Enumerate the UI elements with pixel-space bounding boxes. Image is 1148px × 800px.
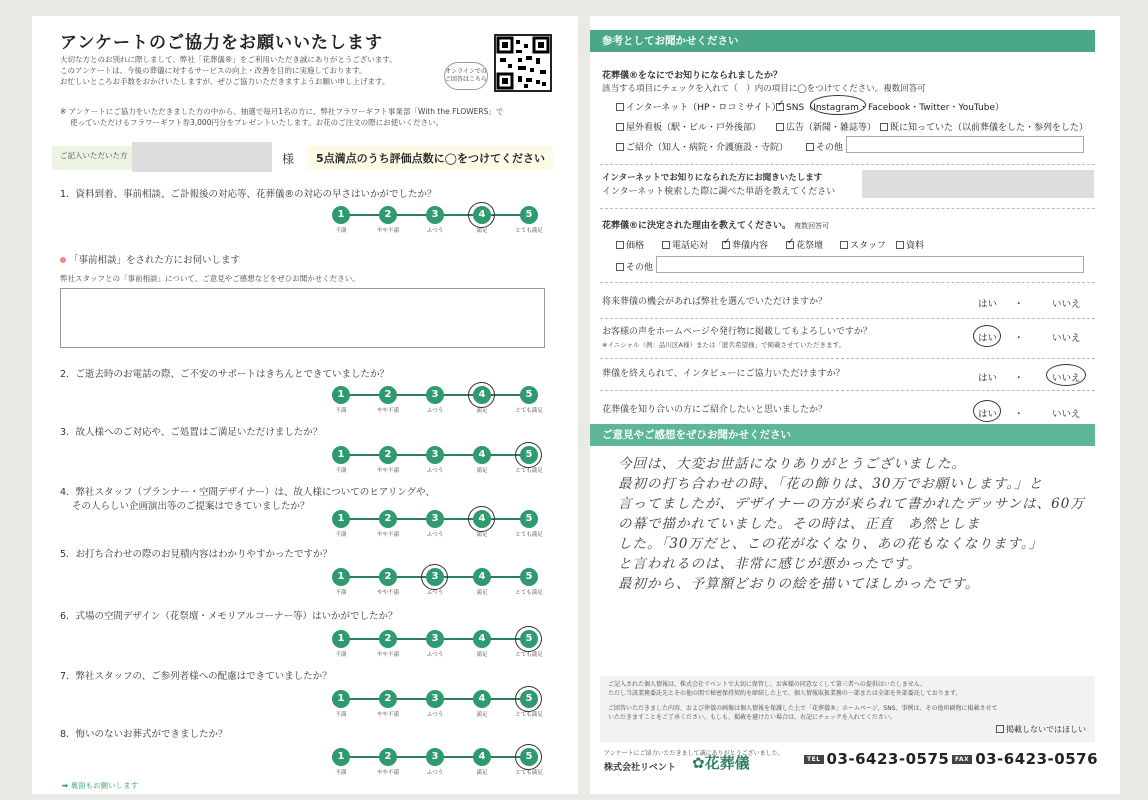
- scale-label: ふつう: [426, 408, 444, 414]
- hand-circle-instagram: [810, 95, 866, 115]
- how-option-other[interactable]: [806, 140, 843, 153]
- scale-dot-2[interactable]: 2: [379, 206, 397, 224]
- thanks-note: アンケートにご協力いただきまして誠にありがとうございました。: [604, 750, 784, 757]
- yes-option[interactable]: はい: [978, 373, 998, 384]
- scale-dot-4[interactable]: 4: [473, 630, 491, 648]
- scale-label: 満足: [476, 468, 488, 474]
- scale-dot-4[interactable]: 4: [473, 748, 491, 766]
- scale-label: 不満: [335, 712, 347, 718]
- score-instruction: 5点満点のうち評価点数に◯をつけてください: [308, 146, 553, 170]
- scale-dot-5[interactable]: 5: [520, 748, 538, 766]
- privacy-notice: [600, 676, 1095, 742]
- prior-consult-title: 「事前相談」をされた方にお伺いします: [69, 255, 241, 266]
- scale-dot-4[interactable]: 4: [473, 510, 491, 528]
- intro-line: お忙しいところお手数をおかけいたしますが、ぜひご協力いただきますようお願い申し上げます。: [60, 77, 390, 86]
- scale-dot-3[interactable]: 3: [426, 446, 444, 464]
- scale-label: 満足: [476, 532, 488, 538]
- option-label: 価格: [626, 241, 645, 251]
- how-option-known[interactable]: [880, 120, 1088, 133]
- rating-scale-q2: [330, 386, 543, 418]
- divider: [600, 318, 1095, 319]
- yn-question: 花葬儀を知り合いの方にご紹介したいと思いましたか？: [602, 405, 828, 415]
- name-label: ご記入いただいた方: [60, 151, 128, 160]
- reason-question-text: 花葬儀®に決定された理由を教えてください。: [602, 221, 792, 231]
- scale-dot-2[interactable]: 2: [379, 446, 397, 464]
- scale-dot-1[interactable]: 1: [332, 630, 350, 648]
- scale-label: とても満足: [515, 468, 543, 474]
- scale-dot-5[interactable]: 5: [520, 386, 538, 404]
- reason-option-phone[interactable]: [662, 238, 708, 251]
- scale-label: 不満: [335, 770, 347, 776]
- brand-logo: [692, 752, 750, 773]
- reason-multi-note: 複数回答可: [794, 222, 830, 230]
- question-6: 6．式場の空間デザイン（花祭壇・メモリアルコーナー等）はいかがでしたか？: [60, 611, 398, 622]
- tel-value: 03-6423-0575: [826, 750, 950, 768]
- handwritten-comment: [618, 454, 1118, 594]
- rating-scale-q8: [330, 748, 543, 780]
- scale-dot-3[interactable]: 3: [426, 568, 444, 586]
- rating-scale-q4: [330, 510, 543, 542]
- option-label: SNS（Instagram・Facebook・Twitter・YouTube）: [786, 103, 1004, 113]
- survey-title: アンケートのご協力をお願いいたします: [60, 33, 383, 53]
- campaign-line: 使っていただけるフラワーギフト券3,000円分をプレゼントいたします。お花のご注文の際にお使いください。: [70, 118, 444, 127]
- no-option[interactable]: いいえ: [1052, 333, 1081, 344]
- campaign-text: [60, 106, 570, 128]
- handwritten-line: 最初から、予算額どおりの絵を描いてほしかったです。: [618, 576, 980, 592]
- reason-option-staff[interactable]: [840, 238, 886, 251]
- option-label: 資料: [906, 241, 925, 251]
- privacy-line: ご記入された個人情報は、株式会社リベントで大切に保管し、お客様の同意なくして第三者への提供はいたしません。: [608, 681, 927, 688]
- scale-label: 不満: [335, 408, 347, 414]
- handwritten-line: と言われるのは、非常に感じが悪かったです。: [618, 556, 922, 572]
- question-3: 3．故人様へのご対応や、ご処置はご満足いただけましたか？: [60, 427, 323, 438]
- privacy-text-2: [608, 704, 998, 722]
- checkbox-icon[interactable]: [996, 725, 1004, 733]
- privacy-line: ご回答いただきました内容、および葬儀の画像は個人情報を保護した上で「花葬儀®」ホームページ、SNS、事例は、その他印刷物に掲載させて: [608, 705, 998, 712]
- scale-dot-2[interactable]: 2: [379, 630, 397, 648]
- qr-code-icon[interactable]: [494, 34, 552, 92]
- web-search-field-redacted: [862, 170, 1094, 198]
- scale-dot-5[interactable]: 5: [520, 690, 538, 708]
- name-suffix: 様: [282, 152, 295, 166]
- scale-label: 満足: [476, 590, 488, 596]
- question-5: 5．お打ち合わせの際のお見積内容はわかりやすかったですか？: [60, 549, 333, 560]
- scale-dot-2[interactable]: 2: [379, 690, 397, 708]
- scale-label: とても満足: [515, 652, 543, 658]
- intro-line: 大切な方とのお別れに際しまして、弊社「花葬儀®」をご利用いただき誠にありがとうございます。: [60, 55, 397, 64]
- yn-question: 葬儀を終えられて、インタビューにご協力いただけますか？: [602, 369, 845, 379]
- question-4: 4．弊社スタッフ（プランナー・空間デザイナー）は、故人様についてのヒアリングや、: [60, 487, 435, 498]
- yn-separator: ・: [1014, 373, 1024, 384]
- scale-label: とても満足: [515, 408, 543, 414]
- hand-circle-no: [1046, 364, 1086, 386]
- scale-label: ふつう: [426, 652, 444, 658]
- scale-dot-3[interactable]: 3: [426, 386, 444, 404]
- reason-option-altar[interactable]: [786, 238, 823, 251]
- question-4-cont: その人らしい企画演出等のご提案はできていましたか？: [72, 501, 310, 512]
- reason-option-materials[interactable]: [896, 238, 924, 251]
- scale-label: 満足: [476, 770, 488, 776]
- yes-option[interactable]: はい: [978, 409, 998, 420]
- option-label: 葬儀内容: [732, 241, 769, 251]
- company-name: 株式会社リベント: [604, 763, 676, 773]
- scale-label: やや不満: [376, 712, 399, 718]
- scale-label: 不満: [335, 468, 347, 474]
- rating-scale-q1: [330, 206, 543, 238]
- rating-scale-q7: [330, 690, 543, 722]
- scale-label: ふつう: [426, 532, 444, 538]
- option-label: 既に知っていた（以前葬儀をした・参列をした）: [890, 123, 1089, 133]
- reason-other-field[interactable]: [656, 256, 1084, 273]
- yn-separator: ・: [1014, 409, 1024, 420]
- no-option[interactable]: いいえ: [1052, 373, 1081, 384]
- rating-scale-q3: [330, 446, 543, 478]
- scale-dot-2[interactable]: 2: [379, 568, 397, 586]
- privacy-line: いただきますことをご了承ください。もしも、掲載を避けたい場合は、右記にチェックを入れてください。: [608, 714, 896, 721]
- yes-option[interactable]: はい: [978, 299, 998, 310]
- scale-dot-5[interactable]: 5: [520, 206, 538, 224]
- checkbox-checked-icon[interactable]: [722, 241, 730, 249]
- reason-option-price[interactable]: [616, 238, 644, 251]
- scale-dot-2[interactable]: 2: [379, 386, 397, 404]
- option-label: 屋外看板（駅・ビル・戸外後部）: [626, 123, 762, 133]
- bullet-icon: [60, 257, 66, 263]
- scale-label: 満足: [476, 712, 488, 718]
- name-field-redacted: [132, 142, 272, 172]
- prior-consult-prompt: 弊社スタッフとの「事前相談」について、ご意見やご感想などをぜひお聞かせください。: [60, 274, 360, 283]
- scale-label: ふつう: [426, 228, 444, 234]
- checkbox-icon[interactable]: [616, 123, 624, 131]
- option-label: 電話応対: [672, 241, 709, 251]
- no-publish-option[interactable]: [996, 724, 1086, 735]
- scale-label: とても満足: [515, 770, 543, 776]
- scale-dot-1[interactable]: 1: [332, 748, 350, 766]
- scale-dot-1[interactable]: 1: [332, 446, 350, 464]
- question-8: 8．悔いのないお葬式ができましたか？: [60, 729, 228, 740]
- handwritten-line: 言ってましたが、デザイナーの方が来られて書かれたデッサンは、60万: [618, 496, 1085, 512]
- name-label-band: [52, 146, 132, 170]
- how-option-internet[interactable]: [616, 100, 781, 113]
- scale-dot-2[interactable]: 2: [379, 510, 397, 528]
- yes-no-list: [590, 282, 1120, 430]
- checkbox-checked-icon[interactable]: [776, 103, 784, 111]
- scale-dot-4[interactable]: 4: [473, 386, 491, 404]
- scale-label: 不満: [335, 532, 347, 538]
- brand-name: 花葬儀: [704, 754, 750, 772]
- scale-label: ふつう: [426, 712, 444, 718]
- divider: [600, 164, 1095, 165]
- rating-scale-q5: [330, 568, 543, 600]
- no-option[interactable]: いいえ: [1052, 409, 1081, 420]
- yn-separator: ・: [1014, 333, 1024, 344]
- scale-label: 満足: [476, 408, 488, 414]
- scale-label: ふつう: [426, 590, 444, 596]
- how-option-ad[interactable]: [776, 120, 876, 133]
- scale-dot-3[interactable]: 3: [426, 748, 444, 766]
- handwritten-line: 最初の打ち合わせの時、「花の飾りは、30万でお願いします。」と: [618, 476, 1044, 492]
- scale-label: やや不満: [376, 228, 399, 234]
- divider: [600, 390, 1095, 391]
- rating-scale-q6: [330, 630, 543, 662]
- how-other-field[interactable]: [846, 136, 1084, 153]
- campaign-line: ※ アンケートにご協力をいただきました方の中から、抽選で毎月1名の方に、弊社フラワーギフト事業部「With the FLOWERS」で: [60, 107, 504, 116]
- checkbox-icon[interactable]: [880, 123, 888, 131]
- prior-consult-heading: [60, 254, 240, 268]
- yes-option[interactable]: はい: [978, 333, 998, 344]
- question-2: 2．ご逝去時のお電話の際、ご不安のサポートはきちんとできていましたか？: [60, 369, 390, 380]
- scale-dot-5[interactable]: 5: [520, 568, 538, 586]
- option-label: その他: [626, 263, 654, 273]
- reference-section-band: 参考としてお聞かせください: [590, 30, 1095, 52]
- handwritten-line: 今回は、大変お世話になりありがとうございました。: [618, 456, 966, 472]
- how-known-question: 花葬儀®をなにでお知りになられましたか？: [602, 71, 783, 81]
- scale-label: 満足: [476, 228, 488, 234]
- how-option-billboard[interactable]: [616, 120, 761, 133]
- yn-question: 将来葬儀の機会があれば弊社を選んでいただけますか？: [602, 297, 828, 307]
- intro-line: このアンケートは、今後の葬儀に対するサービスの向上・改善を目的に実施しております。: [60, 66, 367, 75]
- scale-label: やや不満: [376, 590, 399, 596]
- how-known-note: 該当する項目にチェックを入れて（ ）内の項目に◯をつけてください。複数回答可: [602, 84, 926, 94]
- divider: [600, 208, 1095, 209]
- option-label: ご紹介（知人・病院・介護施設・寺院）: [626, 143, 789, 153]
- checkbox-checked-icon[interactable]: [786, 241, 794, 249]
- reason-option-content[interactable]: [722, 238, 768, 251]
- checkbox-icon[interactable]: [616, 143, 624, 151]
- fax-number: [952, 750, 1098, 768]
- intro-text: [60, 54, 460, 87]
- scale-label: やや不満: [376, 468, 399, 474]
- prior-consult-comment-box[interactable]: [60, 288, 545, 348]
- scale-label: やや不満: [376, 408, 399, 414]
- option-label: その他: [816, 143, 844, 153]
- scale-dot-3[interactable]: 3: [426, 206, 444, 224]
- scale-dot-1[interactable]: 1: [332, 690, 350, 708]
- tel-tag: TEL: [804, 755, 824, 764]
- handwritten-line: した。「30万だと、この花がなくなり、あの花もなくなります。」: [618, 536, 1044, 552]
- question-7: 7．弊社スタッフの、ご参列者様への配慮はできていましたか？: [60, 671, 332, 682]
- option-label: スタッフ: [850, 241, 887, 251]
- scale-dot-1[interactable]: 1: [332, 386, 350, 404]
- scale-label: 不満: [335, 228, 347, 234]
- qr-caption: オンラインでのご回答はこちら: [444, 62, 488, 90]
- fax-value: 03-6423-0576: [975, 750, 1099, 768]
- hand-circle-yes: [973, 400, 1001, 422]
- scale-label: とても満足: [515, 590, 543, 596]
- web-search-question: インターネットでお知りになられた方にお聞きいたします: [602, 173, 823, 183]
- web-search-note: インターネット検索した際に調べた単語を教えてください: [602, 187, 836, 197]
- scale-dot-3[interactable]: 3: [426, 690, 444, 708]
- option-label: 広告（新聞・雑誌等）: [786, 123, 877, 133]
- checkbox-icon[interactable]: [776, 123, 784, 131]
- divider: [600, 358, 1095, 359]
- option-label: 花祭壇: [796, 241, 824, 251]
- scale-dot-3[interactable]: 3: [426, 510, 444, 528]
- yn-separator: ・: [1014, 299, 1024, 310]
- scale-label: とても満足: [515, 228, 543, 234]
- privacy-line: ただし当該業務委託先とその他の関で秘密保持契約を締結した上で、個人情報取扱業務の一部または全部を外部委託しております。: [608, 690, 962, 697]
- survey-page-back: [590, 16, 1120, 794]
- reason-option-other[interactable]: [616, 260, 653, 273]
- checkbox-icon[interactable]: [616, 263, 624, 271]
- scale-label: やや不満: [376, 532, 399, 538]
- checkbox-icon[interactable]: [616, 103, 624, 111]
- reason-question: [602, 220, 829, 233]
- scale-dot-1[interactable]: 1: [332, 206, 350, 224]
- scale-label: 満足: [476, 652, 488, 658]
- survey-page-front: [32, 16, 578, 794]
- hand-circle-yes: [973, 325, 1001, 347]
- handwritten-line: の幕で描かれていました。その時は、正直 あ然としま: [618, 516, 981, 532]
- scale-dot-1[interactable]: 1: [332, 568, 350, 586]
- fax-tag: FAX: [952, 755, 972, 764]
- checkbox-icon[interactable]: [840, 241, 848, 249]
- scale-label: 不満: [335, 652, 347, 658]
- scale-dot-5[interactable]: 5: [520, 510, 538, 528]
- option-label: インターネット（HP・ロコミサイト）: [626, 103, 781, 113]
- scale-label: ふつう: [426, 770, 444, 776]
- scale-dot-1[interactable]: 1: [332, 510, 350, 528]
- opinion-section-band: ご意見やご感想をぜひお聞かせください: [590, 424, 1095, 446]
- privacy-text-1: [608, 680, 961, 698]
- checkbox-icon[interactable]: [806, 143, 814, 151]
- scale-label: やや不満: [376, 770, 399, 776]
- scale-dot-4[interactable]: 4: [473, 206, 491, 224]
- scale-label: とても満足: [515, 532, 543, 538]
- scale-label: ふつう: [426, 468, 444, 474]
- yn-question: お客様の声をホームページや発行物に掲載してもよろしいですか？: [602, 327, 872, 337]
- scale-dot-4[interactable]: 4: [473, 568, 491, 586]
- no-option[interactable]: いいえ: [1052, 299, 1081, 310]
- checkbox-icon[interactable]: [616, 241, 624, 249]
- scale-dot-4[interactable]: 4: [473, 690, 491, 708]
- yn-note: ※イニシャル（例：品川区A様）または「匿名希望様」で掲載させていただきます。: [602, 341, 845, 349]
- scale-dot-5[interactable]: 5: [520, 630, 538, 648]
- back-page-note: ➡ 裏面もお願いします: [62, 781, 139, 790]
- scale-dot-5[interactable]: 5: [520, 446, 538, 464]
- option-label: 掲載しないではほしい: [1006, 725, 1086, 734]
- scale-dot-3[interactable]: 3: [426, 630, 444, 648]
- question-1: 1．資料到着、事前相談、ご訃報後の対応等、花葬儀®の対応の早さはいかがでしたか？: [60, 189, 437, 200]
- tel-number: [804, 750, 949, 768]
- scale-dot-2[interactable]: 2: [379, 748, 397, 766]
- scale-dot-4[interactable]: 4: [473, 446, 491, 464]
- scale-label: 不満: [335, 590, 347, 596]
- scale-label: とても満足: [515, 712, 543, 718]
- checkbox-icon[interactable]: [896, 241, 904, 249]
- how-option-referral[interactable]: [616, 140, 788, 153]
- scale-label: やや不満: [376, 652, 399, 658]
- flower-icon: ✿: [692, 754, 705, 772]
- checkbox-icon[interactable]: [662, 241, 670, 249]
